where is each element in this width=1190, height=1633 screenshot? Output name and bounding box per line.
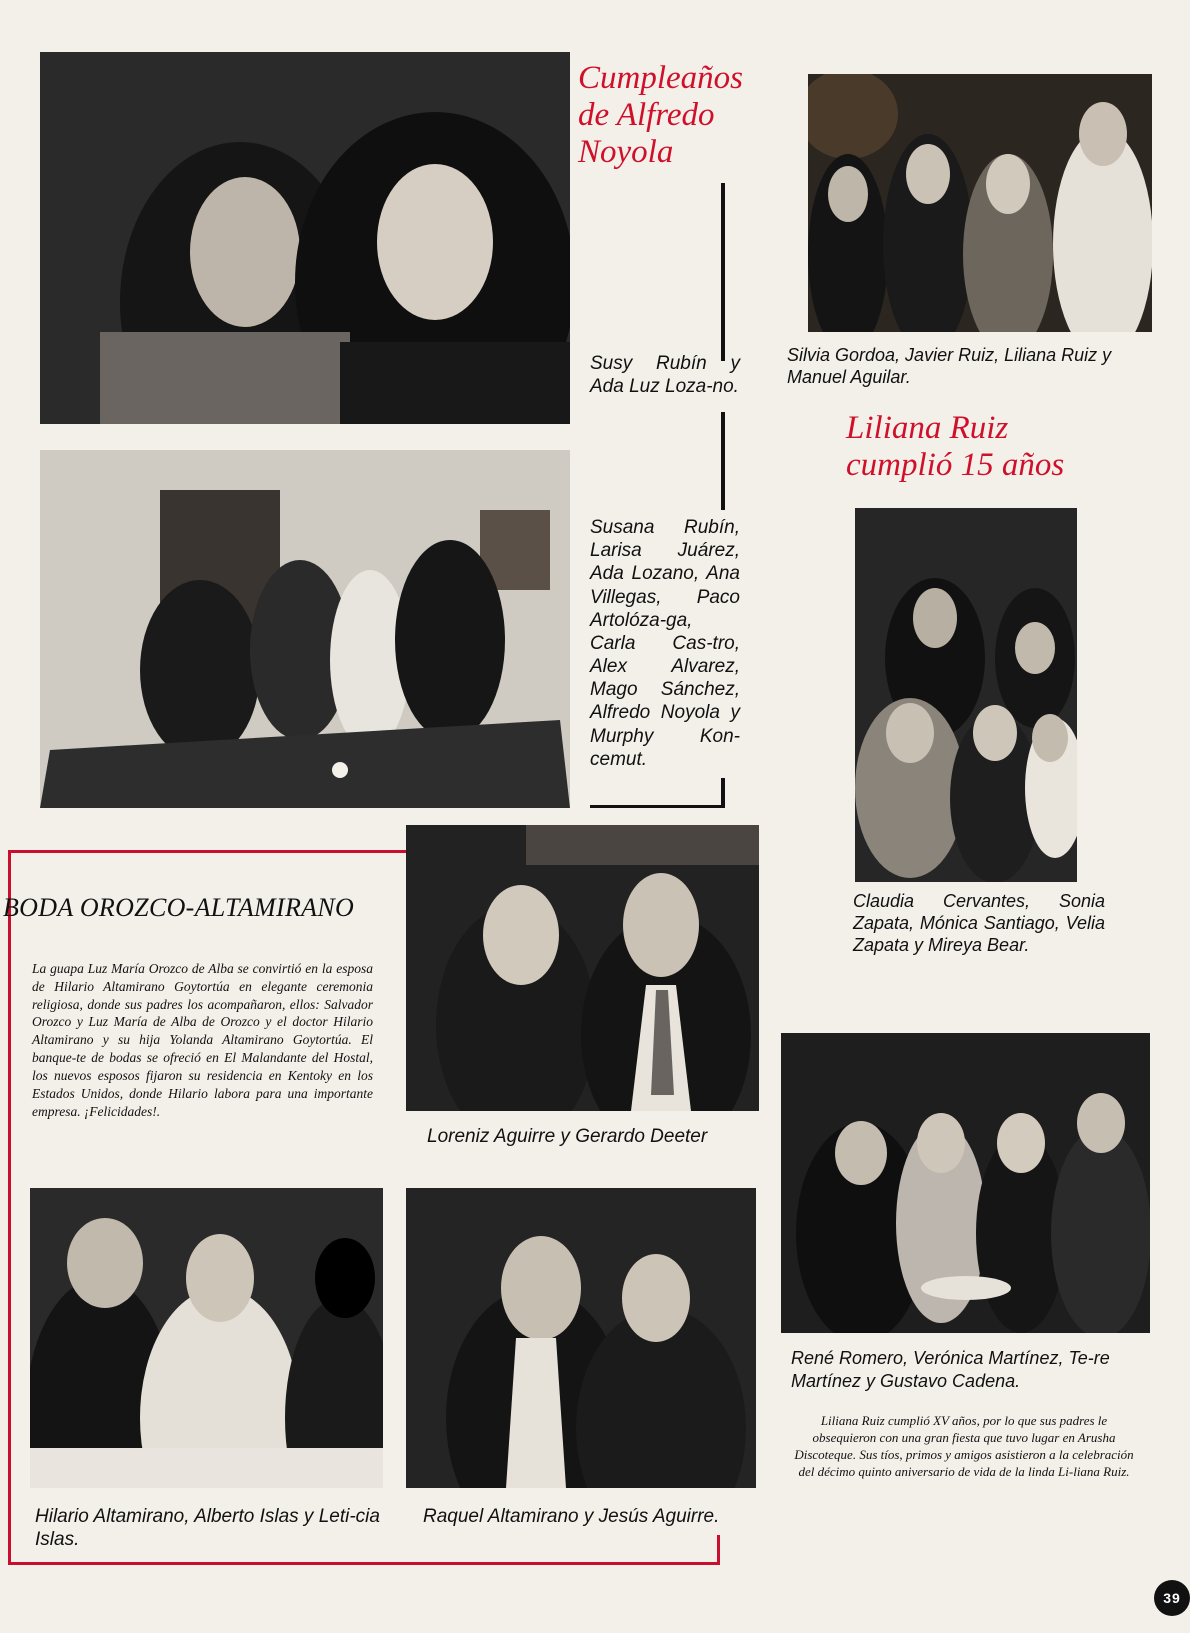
photo-claudia-sonia-monica-velia-mireya xyxy=(855,508,1077,882)
wedding-border-right xyxy=(717,1535,720,1565)
birthday-alfredo-title-line2: de Alfredo xyxy=(578,96,715,133)
birthday-alfredo-title xyxy=(578,60,743,171)
divider-line-1 xyxy=(721,183,725,361)
page-number: 39 xyxy=(1154,1580,1190,1616)
liliana-title xyxy=(846,410,1064,484)
caption-hilario-alberto-leticia: Hilario Altamirano, Alberto Islas y Leti-cia Islas. xyxy=(35,1506,380,1551)
photo-rene-veronica-tere-gustavo xyxy=(781,1033,1150,1333)
divider-line-2 xyxy=(721,412,725,510)
liliana-title-line2: cumplió 15 años xyxy=(846,446,1065,483)
photo-raquel-jesus xyxy=(406,1188,756,1488)
wedding-border-top xyxy=(8,850,406,853)
caption-claudia-sonia-monica-velia-mireya: Claudia Cervantes, Sonia Zapata, Mónica Santiago, Velia Zapata y Mireya Bear. xyxy=(853,891,1105,955)
wedding-border-bottom xyxy=(8,1562,720,1565)
wedding-border-left xyxy=(8,850,11,1565)
caption-silvia-javier-liliana-manuel: Silvia Gordoa, Javier Ruiz, Liliana Ruiz y Manuel Aguilar. xyxy=(787,345,1112,387)
photo-susy-ada xyxy=(40,52,570,424)
caption-billiards-group: Susana Rubín, Larisa Juárez, Ada Lozano, Ana Villegas, Paco Artolóza-ga, Carla Cas-tro, Alex Alvarez, Mago Sánchez, Alfredo Noyola y Murphy Kon-cemut. xyxy=(590,517,740,770)
caption-loreniz-gerardo: Loreniz Aguirre y Gerardo Deeter xyxy=(427,1126,708,1147)
caption-susy-ada: Susy Rubín y Ada Luz Loza-no. xyxy=(590,353,740,398)
photo-loreniz-gerardo xyxy=(406,825,759,1111)
liliana-article-body: Liliana Ruiz cumplió XV años, por lo que sus padres le obsequieron con una gran fiesta que tuvo lugar en Arusha Discoteque. Sus tíos, primos y amigos asistieron a la celebración del décimo quinto aniversario de vida de la linda Li-liana Ruiz. xyxy=(794,1413,1134,1479)
caption-rene-veronica-tere-gustavo: René Romero, Verónica Martínez, Te-re Martínez y Gustavo Cadena. xyxy=(791,1348,1110,1392)
photo-billiards-group xyxy=(40,450,570,808)
wedding-article-body: La guapa Luz María Orozco de Alba se convirtió en la esposa de Hilario Altamirano Goytortúa en elegante ceremonia religiosa, donde sus padres los acompañaron, ellos: Salvador Orozco y Luz María de Alba de Orozco y el doctor Hilario Altamirano y su hija Yolanda Altamirano Goytortúa. El banque-te de bodas se ofreció en El Malandante del Hostal, los nuevos esposos fijaron su residencia en Kentoky en los Estados Unidos, donde Hilario labora para una importante empresa. ¡Felicidades!. xyxy=(32,961,373,1119)
divider-line-bottom xyxy=(590,805,725,808)
wedding-title: BODA OROZCO-ALTAMIRANO xyxy=(3,893,355,922)
caption-raquel-jesus: Raquel Altamirano y Jesús Aguirre. xyxy=(423,1506,720,1527)
birthday-alfredo-title-line1: Cumpleaños xyxy=(578,60,743,96)
liliana-title-line1: Liliana Ruiz xyxy=(846,410,1009,446)
birthday-alfredo-title-line3: Noyola xyxy=(578,133,674,170)
photo-hilario-alberto-leticia xyxy=(30,1188,383,1488)
photo-silvia-javier-liliana-manuel xyxy=(808,74,1152,332)
divider-line-3 xyxy=(721,778,725,808)
